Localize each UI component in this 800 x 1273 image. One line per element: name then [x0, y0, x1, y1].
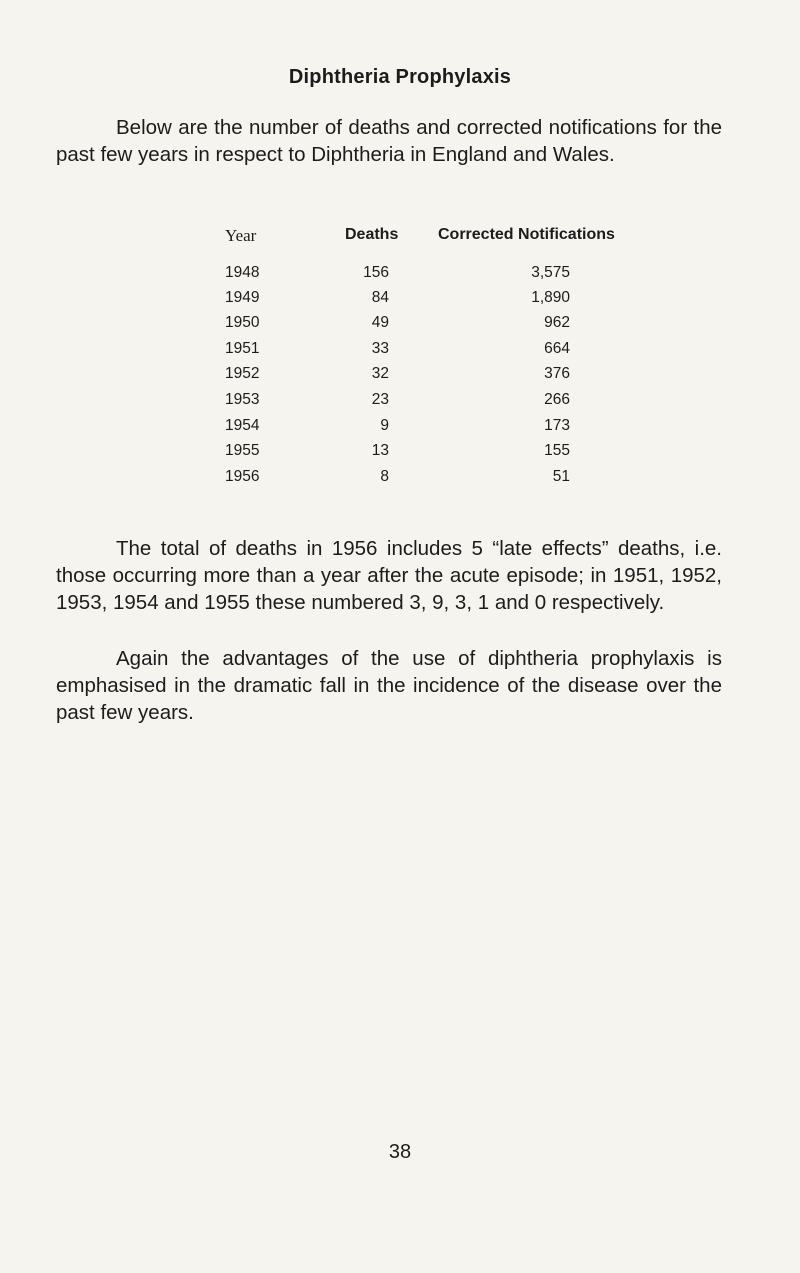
late-effects-paragraph: The total of deaths in 1956 includes 5 “late effects” deaths, i.e. those occurring more than a year after the acute episode; in 1951, 1952, 1953, 1954 and 1955 these numbered 3, 9, 3, 1 and 0 respectively. [56, 537, 722, 614]
page-title: Diphtheria Prophylaxis [288, 66, 512, 88]
intro-paragraph: Below are the number of deaths and corrected notifications for the past few years in respect to Diphtheria in England and Wales. [56, 116, 722, 166]
cell-year: 1950 [225, 314, 260, 331]
cell-year: 1954 [225, 417, 260, 434]
table-row [0, 391, 800, 415]
table-row [0, 289, 800, 313]
cell-deaths: 8 [380, 468, 389, 485]
cell-deaths: 49 [371, 314, 389, 331]
cell-year: 1948 [225, 264, 260, 281]
table-row [0, 365, 800, 389]
cell-notifications: 266 [544, 391, 570, 408]
table-row [0, 417, 800, 441]
cell-notifications: 155 [544, 442, 570, 459]
page-number: 38 [388, 1141, 412, 1163]
table-row [0, 340, 800, 364]
cell-year: 1949 [225, 289, 260, 306]
table-row [0, 314, 800, 338]
column-header-notifications: Corrected Notifications [438, 226, 615, 243]
table-row [0, 264, 800, 288]
cell-year: 1956 [225, 468, 260, 485]
cell-notifications: 3,575 [531, 264, 570, 281]
column-header-deaths: Deaths [345, 226, 399, 243]
cell-notifications: 376 [544, 365, 570, 382]
cell-deaths: 84 [371, 289, 389, 306]
conclusion-paragraph: Again the advantages of the use of diphtheria prophylaxis is emphasised in the dramatic fall in the incidence of the disease over the past few years. [56, 647, 722, 724]
cell-notifications: 1,890 [531, 289, 570, 306]
cell-year: 1953 [225, 391, 260, 408]
table-row [0, 442, 800, 466]
cell-notifications: 173 [544, 417, 570, 434]
cell-year: 1951 [225, 340, 260, 357]
cell-deaths: 32 [371, 365, 389, 382]
cell-deaths: 13 [371, 442, 389, 459]
table-row [0, 468, 800, 492]
cell-year: 1955 [225, 442, 260, 459]
cell-deaths: 9 [380, 417, 389, 434]
cell-year: 1952 [225, 365, 260, 382]
cell-deaths: 33 [371, 340, 389, 357]
cell-notifications: 51 [552, 468, 570, 485]
cell-notifications: 664 [544, 340, 570, 357]
column-header-year: Year [225, 226, 257, 245]
cell-deaths: 156 [363, 264, 389, 281]
cell-notifications: 962 [544, 314, 570, 331]
cell-deaths: 23 [371, 391, 389, 408]
